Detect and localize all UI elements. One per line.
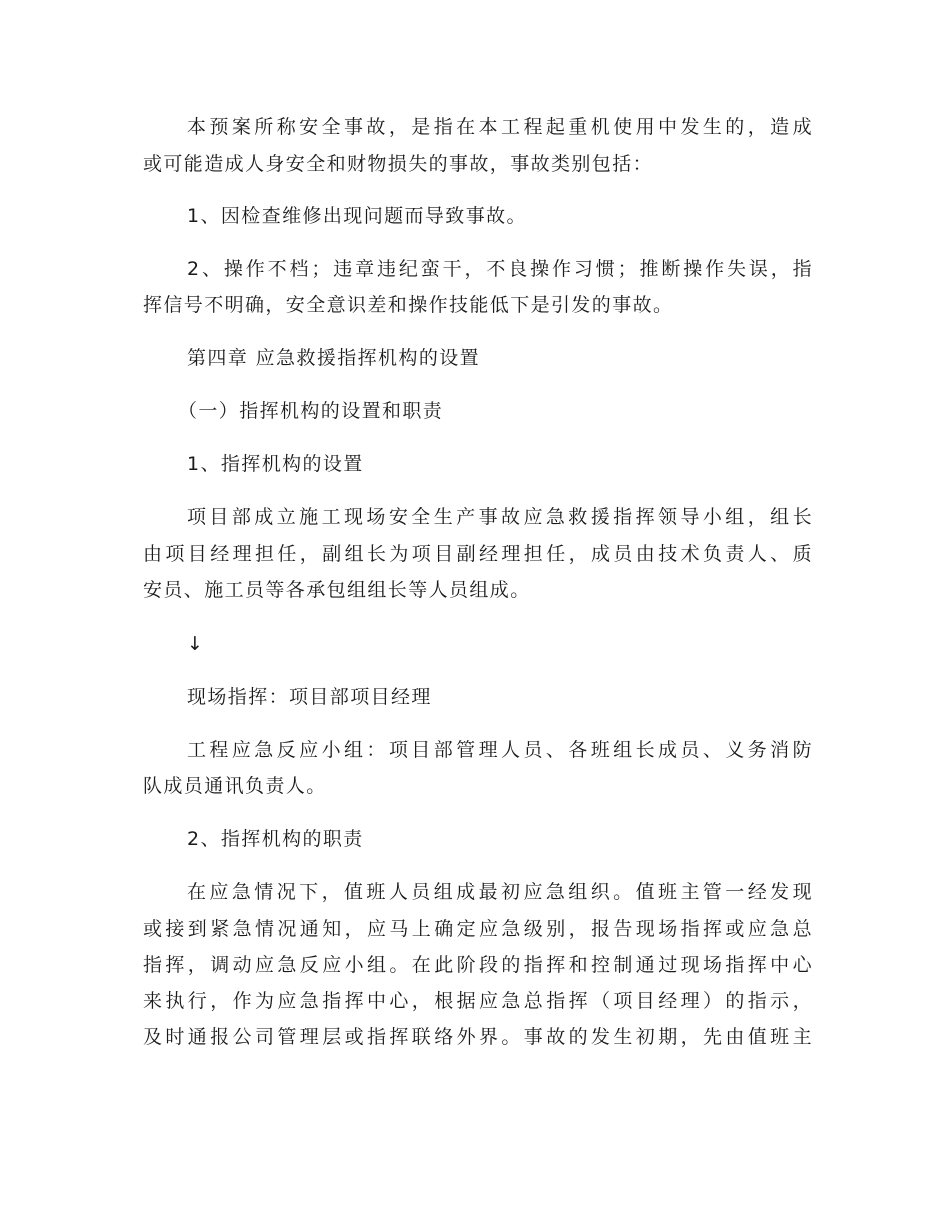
- paragraph-line: 或接到紧急情况通知，应马上确定应急级别，报告现场指挥或应急总: [143, 918, 813, 940]
- paragraph-line: 及时通报公司管理层或指挥联络外界。事故的发生初期，先由值班主: [143, 1026, 813, 1048]
- list-item: 1、因检查维修出现问题而导致事故。: [187, 205, 527, 227]
- paragraph-line: 来执行，作为应急指挥中心，根据应急总指挥（项目经理）的指示，: [143, 990, 813, 1012]
- paragraph-line: 在应急情况下，值班人员组成最初应急组织。值班主管一经发现: [187, 881, 813, 903]
- paragraph-line: 本预案所称安全事故，是指在本工程起重机使用中发生的，造成: [187, 116, 813, 138]
- down-arrow-icon: ↓: [187, 633, 205, 655]
- paragraph-line: 项目部成立施工现场安全生产事故应急救援指挥领导小组，组长: [187, 506, 813, 528]
- paragraph-line: 安员、施工员等各承包组组长等人员组成。: [143, 579, 531, 601]
- paragraph-line: 挥信号不明确，安全意识差和操作技能低下是引发的事故。: [143, 294, 674, 316]
- section-heading: （一）指挥机构的设置和职责: [178, 400, 444, 422]
- subsection-heading: 2、指挥机构的职责: [187, 828, 364, 850]
- list-item: 2、操作不档；违章违纪蛮干，不良操作习惯；推断操作失误，指: [187, 258, 813, 280]
- paragraph-line: 现场指挥：项目部项目经理: [187, 686, 432, 708]
- paragraph-line: 指挥，调动应急反应小组。在此阶段的指挥和控制通过现场指挥中心: [143, 954, 813, 976]
- chapter-heading: 第四章 应急救援指挥机构的设置: [187, 347, 481, 369]
- subsection-heading: 1、指挥机构的设置: [187, 453, 364, 475]
- paragraph-line: 队成员通讯负责人。: [143, 775, 327, 797]
- paragraph-line: 或可能造成人身安全和财物损失的事故，事故类别包括：: [143, 153, 654, 175]
- paragraph-line: 工程应急反应小组：项目部管理人员、各班组长成员、义务消防: [187, 739, 813, 761]
- paragraph-line: 由项目经理担任，副组长为项目副经理担任，成员由技术负责人、质: [143, 543, 813, 565]
